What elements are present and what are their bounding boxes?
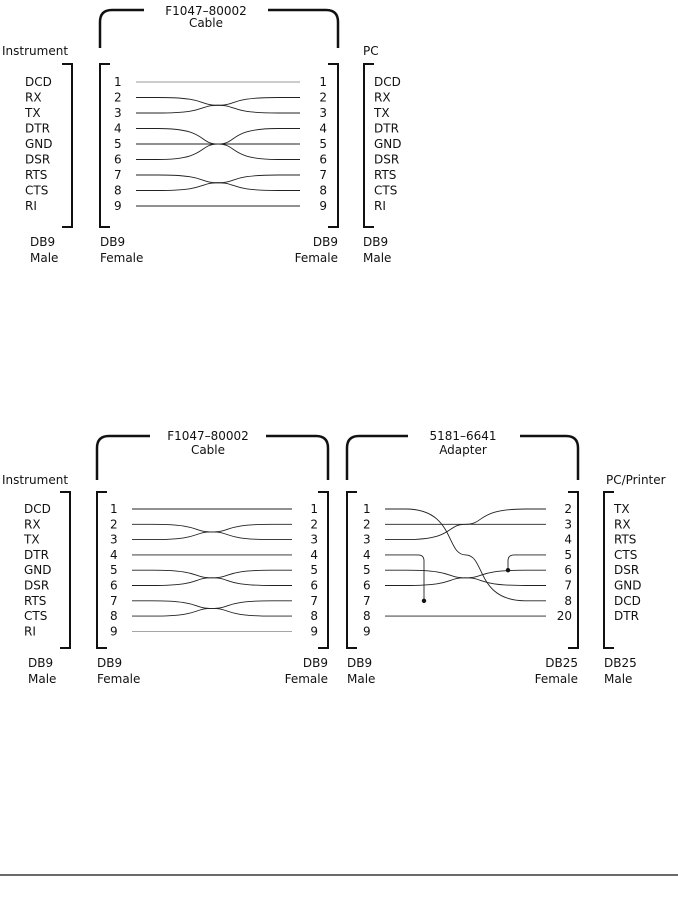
pc-signal-label: RX <box>374 90 391 105</box>
adapter-left-connector-bracket <box>347 492 357 648</box>
pc-printer-signal-label: DSR <box>614 563 640 578</box>
wire <box>385 570 546 585</box>
adapter-left-connector-type: DB9 <box>347 656 373 670</box>
instrument-connector-type-2: DB9 <box>28 656 54 670</box>
cable-right-connector-bracket-1 <box>328 64 338 227</box>
adapter-pin-number: 8 <box>363 609 371 624</box>
pc-printer-signal-label: DCD <box>614 593 641 608</box>
pc-signal-label: TX <box>374 106 390 120</box>
pc-printer-signal-label: RTS <box>614 532 637 547</box>
diagram-2 <box>2 429 666 686</box>
junction-dot <box>422 599 426 603</box>
cable-pin-number: 1 <box>319 75 327 89</box>
adapter-pin-number: 3 <box>363 532 371 547</box>
cable-part-number-1: F1047–80002 <box>165 4 247 18</box>
pc-connector-bracket-1 <box>364 64 374 227</box>
cable-pin-number: 2 <box>319 90 327 105</box>
instrument-signal-label: CTS <box>25 183 49 198</box>
instrument-signal-label: RTS <box>24 593 47 608</box>
adapter-pin-number: 2 <box>363 517 371 532</box>
adapter-jumper-cts <box>508 555 546 570</box>
instrument-connector-gender-2: Male <box>28 672 57 686</box>
instrument-signal-label: GND <box>24 563 52 578</box>
cable-pin-number: 8 <box>114 183 122 198</box>
adapter-pin-number: 7 <box>564 578 572 593</box>
cable-pin-number: 7 <box>319 168 327 182</box>
adapter-pin-number: 1 <box>363 502 371 516</box>
cable-left-connector-bracket-2 <box>97 492 107 648</box>
cable-name-2: Cable <box>190 443 226 457</box>
diagram-1 <box>2 4 402 265</box>
adapter-pin-number: 4 <box>363 547 371 562</box>
cable-right-connector-bracket-2 <box>318 492 328 648</box>
pc-printer-signal-label: GND <box>614 578 642 593</box>
cable-left-connector-gender-1: Female <box>100 251 144 265</box>
instrument-signal-label: DCD <box>24 502 51 516</box>
instrument-title-2: Instrument <box>2 473 69 487</box>
instrument-signal-label: DSR <box>24 578 50 593</box>
cable-right-connector-type-1: DB9 <box>312 235 338 249</box>
cable-pin-number: 8 <box>110 609 118 624</box>
pc-printer-connector-gender: Male <box>604 672 633 686</box>
wire <box>136 175 300 191</box>
wire <box>132 601 292 616</box>
cable-right-connector-gender-1: Female <box>294 251 338 265</box>
junction-dot <box>506 568 510 572</box>
cable-pin-number: 7 <box>310 593 318 608</box>
cable-pin-number: 6 <box>110 578 118 593</box>
pc-printer-connector-bracket <box>604 492 614 648</box>
instrument-signal-label: TX <box>25 106 41 120</box>
cable-pin-number: 4 <box>310 547 318 562</box>
pc-signal-label: GND <box>374 137 402 151</box>
cable-left-connector-gender-2: Female <box>97 672 141 686</box>
wire <box>132 524 292 539</box>
pc-signal-label: DSR <box>374 152 400 167</box>
pc-printer-signal-label: DTR <box>614 609 639 624</box>
cable-part-number-2: F1047–80002 <box>167 429 249 443</box>
cable-pin-number: 2 <box>310 517 318 532</box>
pc-signal-label: DCD <box>374 75 401 89</box>
adapter-part-number: 5181–6641 <box>429 429 497 443</box>
instrument-signal-label: RTS <box>25 168 48 182</box>
cable-right-connector-type-2: DB9 <box>302 656 328 670</box>
pc-signal-label: RI <box>374 199 386 213</box>
cable-pin-number: 7 <box>114 168 122 182</box>
pc-printer-signal-label: CTS <box>614 547 638 562</box>
cable-pin-number: 4 <box>114 121 122 136</box>
adapter-pin-number: 6 <box>564 563 572 578</box>
pc-printer-signal-label: RX <box>614 517 631 532</box>
adapter-pin-number: 9 <box>363 624 371 639</box>
cable-pin-number: 5 <box>310 563 318 578</box>
cable-pin-number: 5 <box>114 137 122 151</box>
adapter-pin-number: 3 <box>564 517 572 532</box>
instrument-signal-label: RI <box>25 199 37 213</box>
cable-left-connector-bracket-1 <box>100 64 110 227</box>
adapter-right-connector-type: DB25 <box>545 656 578 670</box>
cable-pin-number: 5 <box>319 137 327 151</box>
pc-connector-gender-1: Male <box>363 251 392 265</box>
cable-pin-number: 1 <box>310 502 318 516</box>
instrument-signal-label: DTR <box>25 121 50 136</box>
cable-pin-number: 2 <box>114 90 122 105</box>
cable-pin-number: 3 <box>114 106 122 120</box>
adapter-name: Adapter <box>439 443 487 457</box>
cable-pin-number: 6 <box>310 578 318 593</box>
instrument-connector-gender-1: Male <box>30 251 59 265</box>
instrument-signal-label: DCD <box>25 75 52 89</box>
cable-pin-number: 7 <box>110 593 118 608</box>
cable-pin-number: 4 <box>110 547 118 562</box>
cable-name-1: Cable <box>188 16 224 30</box>
adapter-pin-number: 8 <box>564 593 572 608</box>
pc-printer-signal-label: TX <box>614 502 630 516</box>
cable-pin-number: 9 <box>319 199 327 213</box>
adapter-right-connector-gender: Female <box>534 672 578 686</box>
cable-pin-number: 6 <box>114 152 122 167</box>
instrument-signal-label: GND <box>25 137 53 151</box>
cable-pin-number: 5 <box>110 563 118 578</box>
instrument-signal-label: DTR <box>24 547 49 562</box>
adapter-pin-number: 7 <box>363 593 371 608</box>
pc-signal-label: DTR <box>374 121 399 136</box>
instrument-connector-type-1: DB9 <box>30 235 56 249</box>
cable-right-connector-gender-2: Female <box>284 672 328 686</box>
cable-pin-number: 9 <box>110 624 118 639</box>
pc-signal-label: CTS <box>374 183 398 198</box>
cable-pin-number: 1 <box>110 502 118 516</box>
adapter-pin-number: 4 <box>564 532 572 547</box>
pc-printer-title: PC/Printer <box>606 473 666 487</box>
cable-pin-number: 1 <box>114 75 122 89</box>
cable-pin-number: 4 <box>319 121 327 136</box>
cable-pin-number: 3 <box>310 532 318 547</box>
instrument-signal-label: DSR <box>25 152 51 167</box>
adapter-pin-number: 5 <box>363 563 371 578</box>
instrument-signal-label: RI <box>24 624 36 639</box>
cable-pin-number: 3 <box>319 106 327 120</box>
cable-pin-number: 9 <box>114 199 122 213</box>
adapter-pin-number: 2 <box>564 502 572 516</box>
instrument-connector-bracket-1 <box>62 64 72 227</box>
instrument-signal-label: TX <box>24 532 40 547</box>
instrument-title-1: Instrument <box>2 44 69 58</box>
wire <box>136 98 300 114</box>
cable-left-connector-type-2: DB9 <box>97 656 123 670</box>
adapter-pin-number: 5 <box>564 547 572 562</box>
adapter-jumper-dtr-dsr <box>385 555 424 601</box>
instrument-signal-label: CTS <box>24 609 48 624</box>
cable-pin-number: 9 <box>310 624 318 639</box>
pc-connector-type-1: DB9 <box>363 235 389 249</box>
adapter-left-connector-gender: Male <box>347 672 376 686</box>
instrument-connector-bracket-2 <box>60 492 70 648</box>
pc-signal-label: RTS <box>374 168 397 182</box>
cable-left-connector-type-1: DB9 <box>100 235 126 249</box>
pc-printer-connector-type: DB25 <box>604 656 637 670</box>
wire <box>132 570 292 585</box>
adapter-pin-number: 6 <box>363 578 371 593</box>
instrument-signal-label: RX <box>24 517 41 532</box>
cable-pin-number: 8 <box>310 609 318 624</box>
cable-pin-number: 8 <box>319 183 327 198</box>
cable-pin-number: 6 <box>319 152 327 167</box>
adapter-pin-number: 20 <box>556 609 572 624</box>
cable-pin-number: 2 <box>110 517 118 532</box>
pc-title-1: PC <box>363 44 379 58</box>
cable-pin-number: 3 <box>110 532 118 547</box>
instrument-signal-label: RX <box>25 90 42 105</box>
